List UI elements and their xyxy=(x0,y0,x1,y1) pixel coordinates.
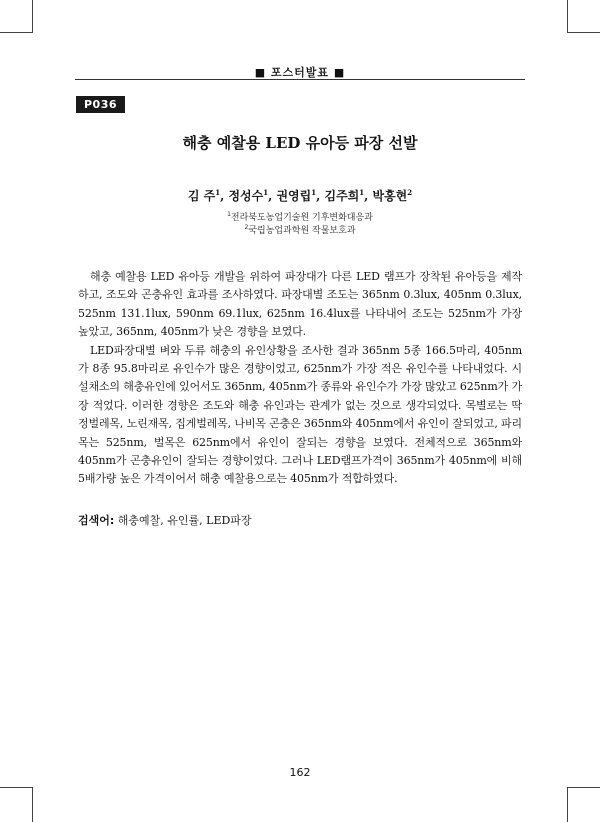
affiliation-text: 국립농업과학원 작물보호과 xyxy=(248,226,356,236)
keywords xyxy=(78,512,522,528)
author-affiliation-mark: 2 xyxy=(407,188,413,197)
affiliation-2 xyxy=(0,223,600,236)
author-name: 김주희 xyxy=(324,189,360,203)
crop-mark-bottom-left xyxy=(0,787,33,822)
crop-mark-bottom-right xyxy=(567,787,600,822)
crop-mark-top-left xyxy=(0,0,33,33)
keywords-text: 해충예찰, 유인률, LED파장 xyxy=(114,514,252,527)
author-affiliation-mark: 1 xyxy=(215,188,221,197)
abstract-body xyxy=(78,268,522,489)
poster-id-badge: P036 xyxy=(76,96,125,113)
author-list: 김 주$^1$, 정성수$^1$, 권영립$^1$, 김주희$^1$, 박홍현$^2$ xyxy=(187,188,413,203)
author-name: 권영립 xyxy=(276,189,312,203)
keywords-label: 검색어: xyxy=(78,514,115,527)
header-divider xyxy=(75,79,525,80)
affiliation-mark: 2 xyxy=(244,224,249,231)
paper-title: 해충 예찰용 LED 유아등 파장 선발 xyxy=(182,134,418,152)
abstract-paragraph-2: LED파장대별 벼와 두류 해충의 유인상황을 조사한 결과 365nm 5종 166.5마리, 405nm가 8종 95.8마리로 유인수가 많은 경향이었고, 625nm가 가장 적은 유인수를 나타내었다. 시설채소의 해충유인에 있어서도 365nm, 405nm가 종류와 유인수가 가장 많았고 625nm가 가장 적었다. 이러한 경향은 조도와 해충 유인과는 관계가 없는 것으로 생각되었다. 목별로는 딱정벌레목, 노린재목, 집게벌레목, 나비목 곤충은 365nm와 405nm에서 유인이 잘되었고, 파리목는 525nm, 벌목은 625nm에서 유인이 잘되는 경향을 보였다. 전체적으로 365nm와 405nm가 곤충유인이 잘되는 경향이었다. 그러나 LED램프가격이 365nm가 405nm에 비해 5배가량 높은 가격이어서 해충 예찰용으로는 405nm가 적합하였다. xyxy=(78,343,522,486)
crop-mark-top-right xyxy=(567,0,600,33)
affiliation-mark: 1 xyxy=(227,211,231,218)
author-name: 김 주 xyxy=(187,189,216,203)
page-number: 162 xyxy=(289,766,311,779)
author-name: 박홍현 xyxy=(372,189,408,203)
author-affiliation-mark: 1 xyxy=(263,188,269,197)
author-affiliation-mark: 1 xyxy=(311,188,317,197)
author-affiliation-mark: 1 xyxy=(359,188,365,197)
abstract-paragraph-1: 해충 예찰용 LED 유아등 개발을 위하여 파장대가 다른 LED 램프가 장착된 유아등을 제작하고, 조도와 곤충유인 효과를 조사하였다. 파장대별 조도는 365nm 0.3lux, 405nm 0.3lux, 525nm 131.1lux, 590nm 69.1lux, 625nm 16.4lux를 나타내어 조도는 525nm가 가장 높았고, 365nm, 405nm가 낮은 경향을 보였다. xyxy=(78,270,522,339)
affiliation-text: 전라북도농업기술원 기후변화대응과 xyxy=(230,213,373,223)
author-name: 정성수 xyxy=(228,189,264,203)
affiliation-1 xyxy=(0,210,600,223)
section-header: ■ 포스터발표 ■ xyxy=(254,66,346,79)
